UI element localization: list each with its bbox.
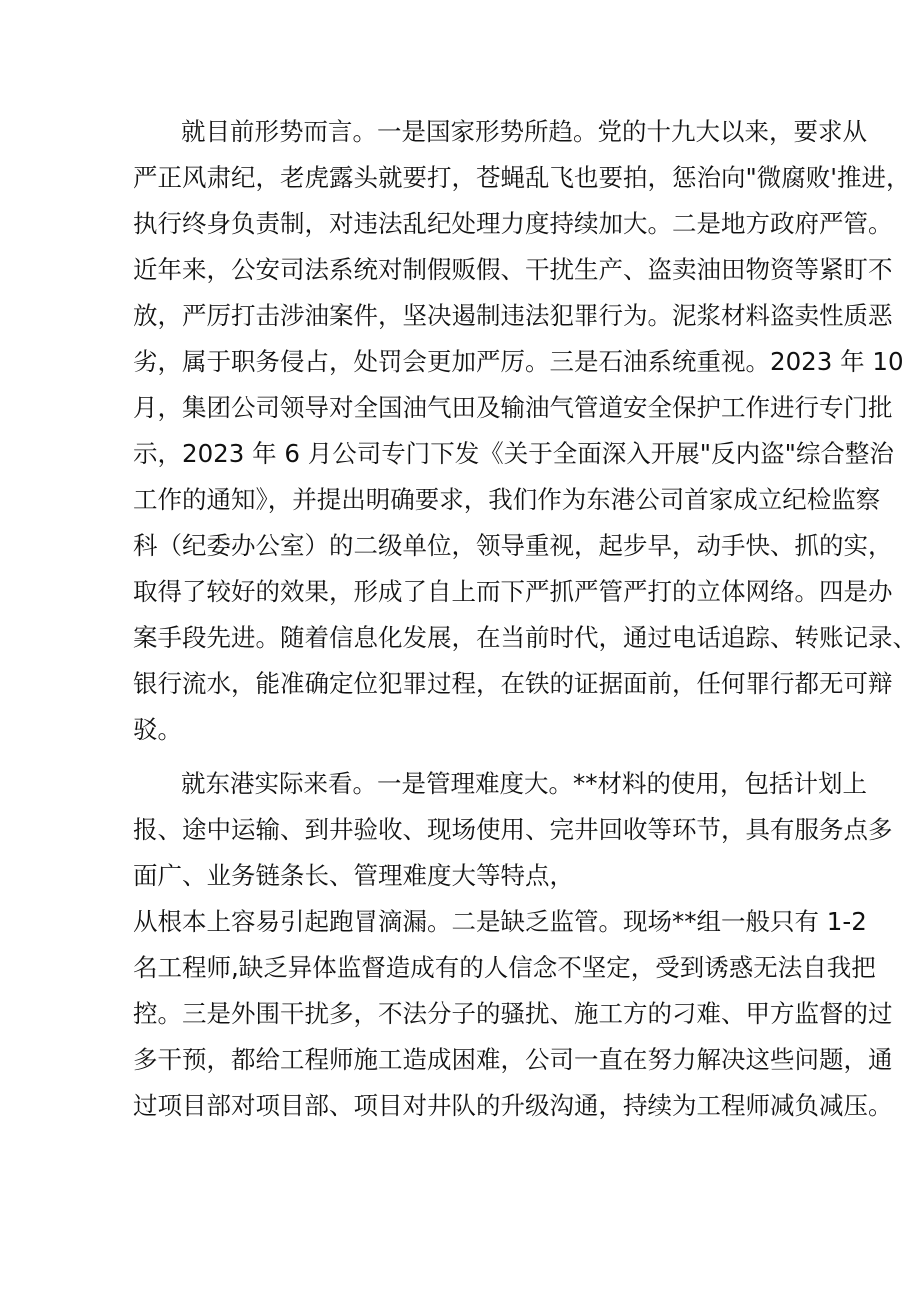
paragraph-line: 就目前形势而言。一是国家形势所趋。党的十九大以来，要求从 (181, 117, 867, 146)
paragraph-line: 劣，属于职务侵占，处罚会更加严厉。三是石油系统重视。2023 年 10 (133, 347, 904, 376)
paragraph-line: 控。三是外围干扰多，不法分子的骚扰、施工方的刁难、甲方监督的过 (133, 999, 893, 1028)
paragraph-line: 工作的通知》，并提出明确要求，我们作为东港公司首家成立纪检监察 (133, 485, 881, 514)
paragraph-line: 案手段先进。随着信息化发展，在当前时代，通过电话追踪、转账记录、 (133, 623, 917, 652)
paragraph-line: 取得了较好的效果，形成了自上而下严抓严管严打的立体网络。四是办 (133, 577, 893, 606)
paragraph-line: 从根本上容易引起跑冒滴漏。二是缺乏监管。现场**组一般只有 1-2 (133, 907, 867, 936)
paragraph-line: 示，2023 年 6 月公司专门下发《关于全面深入开展"反内盗"综合整治 (133, 439, 894, 468)
paragraph-line: 科（纪委办公室）的二级单位，领导重视，起步早，动手快、抓的实， (133, 531, 893, 560)
paragraph-line: 名工程师,缺乏异体监督造成有的人信念不坚定，受到诱惑无法自我把 (133, 953, 876, 982)
paragraph-line: 月，集团公司领导对全国油气田及输油气管道安全保护工作进行专门批 (133, 393, 893, 422)
paragraph-line: 近年来，公安司法系统对制假贩假、干扰生产、盗卖油田物资等紧盯不 (133, 255, 893, 284)
paragraph-line: 驳。 (133, 715, 182, 744)
paragraph-line: 执行终身负责制，对违法乱纪处理力度持续加大。二是地方政府严管。 (133, 209, 893, 238)
paragraph-line: 放，严厉打击涉油案件，坚决遏制违法犯罪行为。泥浆材料盗卖性质恶 (133, 301, 893, 330)
paragraph-line: 银行流水，能准确定位犯罪过程，在铁的证据面前，任何罪行都无可辩 (133, 669, 893, 698)
paragraph-line: 报、途中运输、到井验收、现场使用、完井回收等环节，具有服务点多 (133, 815, 893, 844)
paragraph-line: 过项目部对项目部、项目对井队的升级沟通，持续为工程师减负减压。 (133, 1091, 893, 1120)
paragraph-line: 多干预，都给工程师施工造成困难，公司一直在努力解决这些问题，通 (133, 1045, 893, 1074)
paragraph-line: 严正风肃纪，老虎露头就要打，苍蝇乱飞也要拍，惩治向"微腐败'推进， (133, 163, 911, 192)
paragraph-line: 面广、业务链条长、管理难度大等特点， (133, 861, 574, 890)
paragraph-line: 就东港实际来看。一是管理难度大。**材料的使用，包括计划上 (181, 769, 867, 798)
